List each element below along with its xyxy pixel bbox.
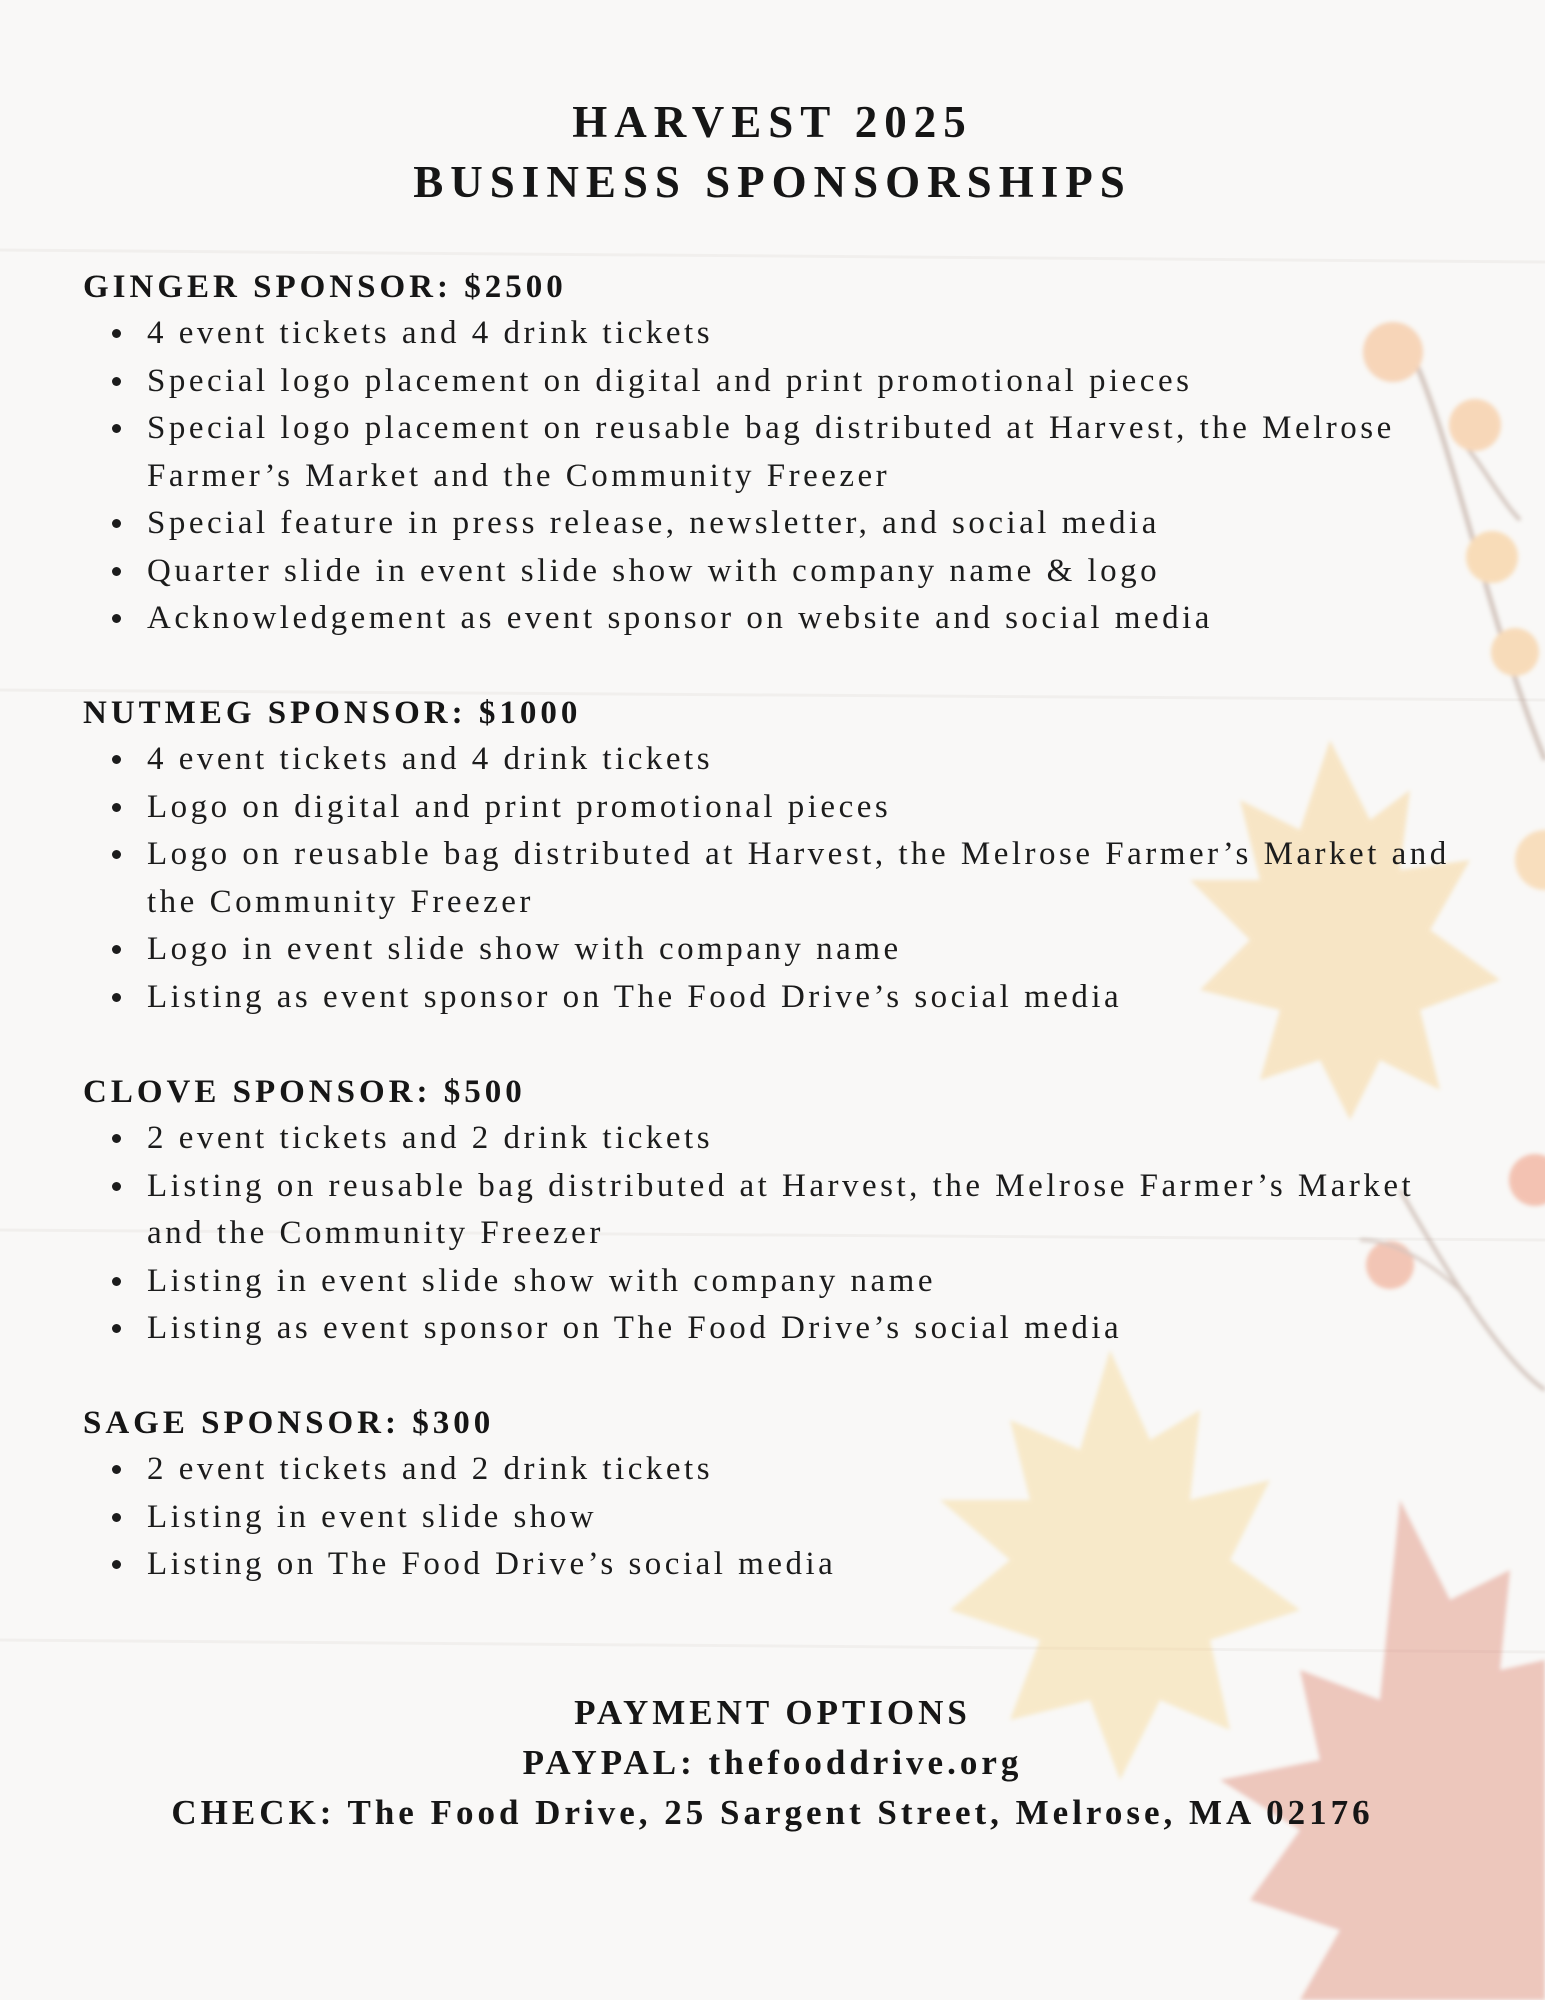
list-item: Quarter slide in event slide show with company name & logo [83, 548, 1483, 596]
ginger-sponsor-section [83, 264, 1483, 643]
list-item: Special logo placement on reusable bag distributed at Harvest, the Melrose Farmer’s Market and the Community Freezer [83, 405, 1483, 500]
check-line: CHECK: The Food Drive, 25 Sargent Street, Melrose, MA 02176 [171, 1793, 1374, 1832]
paypal-line: PAYPAL: thefooddrive.org [522, 1743, 1023, 1782]
list-item: 2 event tickets and 2 drink tickets [83, 1446, 1483, 1494]
list-item: Logo on reusable bag distributed at Harvest, the Melrose Farmer’s Market and the Community Freezer [83, 831, 1483, 926]
list-item: Logo on digital and print promotional pieces [83, 784, 1483, 832]
section-heading: SAGE SPONSOR: $300 [83, 1405, 495, 1441]
list-item: Listing as event sponsor on The Food Drive’s social media [83, 1305, 1483, 1353]
list-item: Special feature in press release, newsletter, and social media [83, 500, 1483, 548]
list-item: Listing as event sponsor on The Food Drive’s social media [83, 974, 1483, 1022]
benefits-list [83, 736, 1483, 1021]
list-item: Listing in event slide show with company name [83, 1258, 1483, 1306]
list-item: Logo in event slide show with company name [83, 926, 1483, 974]
list-item: Acknowledgement as event sponsor on website and social media [83, 595, 1483, 643]
list-item: 4 event tickets and 4 drink tickets [83, 310, 1483, 358]
list-item: Listing in event slide show [83, 1494, 1483, 1542]
list-item: Special logo placement on digital and print promotional pieces [83, 358, 1483, 406]
benefits-list [83, 1115, 1483, 1353]
benefits-list [83, 1446, 1483, 1589]
payment-heading: PAYMENT OPTIONS [574, 1693, 971, 1732]
list-item: 2 event tickets and 2 drink tickets [83, 1115, 1483, 1163]
clove-sponsor-section [83, 1069, 1483, 1353]
nutmeg-sponsor-section [83, 690, 1483, 1021]
sage-sponsor-section [83, 1400, 1483, 1589]
page-title [0, 92, 1545, 212]
list-item: 4 event tickets and 4 drink tickets [83, 736, 1483, 784]
benefits-list [83, 310, 1483, 643]
list-item: Listing on reusable bag distributed at Harvest, the Melrose Farmer’s Market and the Community Freezer [83, 1163, 1483, 1258]
title-line-1: HARVEST 2025 [572, 97, 973, 147]
section-heading: CLOVE SPONSOR: $500 [83, 1074, 526, 1110]
payment-options [0, 1688, 1545, 1838]
section-heading: NUTMEG SPONSOR: $1000 [83, 695, 582, 731]
section-heading: GINGER SPONSOR: $2500 [83, 269, 567, 305]
title-line-2: BUSINESS SPONSORSHIPS [413, 157, 1132, 207]
list-item: Listing on The Food Drive’s social media [83, 1541, 1483, 1589]
